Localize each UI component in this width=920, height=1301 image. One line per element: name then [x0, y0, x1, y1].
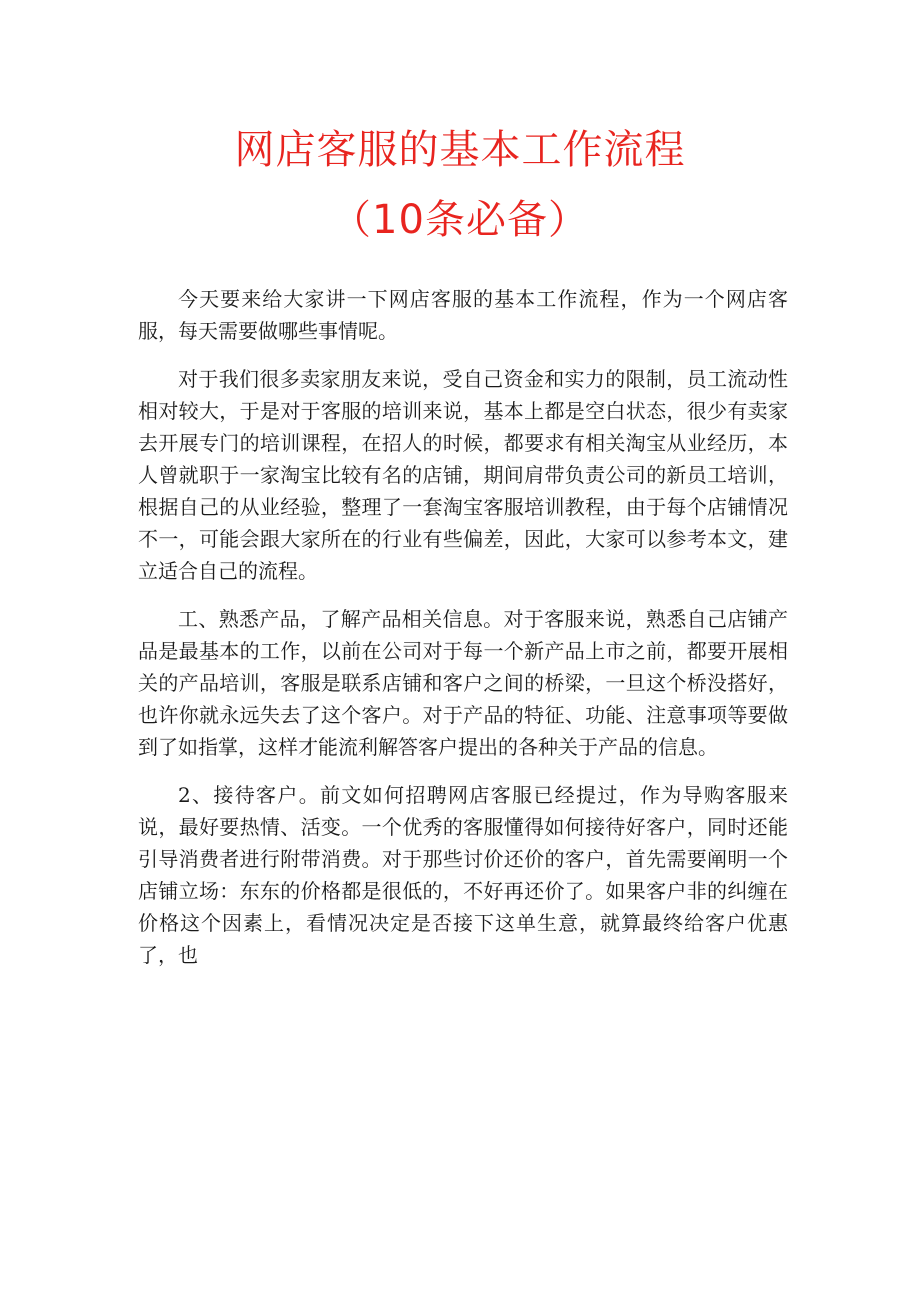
paragraph-step-1: 工、熟悉产品，了解产品相关信息。对于客服来说，熟悉自己店铺产品是最基本的工作，以前在公司对于每一个新产品上市之前，都要开展相关的产品培训，客服是联系店铺和客户之间的桥梁，一旦这个桥没搭好，也许你就永远失去了这个客户。对于产品的特征、功能、注意事项等要做到了如指掌，这样才能流利解答客户提出的各种关于产品的信息。: [138, 607, 788, 759]
document-title: 网店客服的基本工作流程: [234, 127, 686, 173]
document-subtitle: （10条必备）: [331, 197, 589, 243]
document-body: [138, 283, 788, 987]
paragraph-background: 对于我们很多卖家朋友来说，受自己资金和实力的限制，员工流动性相对较大，于是对于客服的培训来说，基本上都是空白状态，很少有卖家去开展专门的培训课程，在招人的时候，都要求有相关淘宝从业经历，本人曾就职于一家淘宝比较有名的店铺，期间肩带负责公司的新员工培训，根据自己的从业经验，整理了一套淘宝客服培训教程，由于每个店铺情况不一，可能会跟大家所在的行业有些偏差，因此，大家可以参考本文，建立适合自己的流程。: [138, 367, 788, 583]
paragraph-intro: 今天要来给大家讲一下网店客服的基本工作流程，作为一个网店客服，每天需要做哪些事情呢。: [138, 287, 788, 343]
paragraph-step-2: 2、接待客户。前文如何招聘网店客服已经提过，作为导购客服来说，最好要热情、活变。一个优秀的客服懂得如何接待好客户，同时还能引导消费者进行附带消费。对于那些讨价还价的客户，首先需要阐明一个店铺立场：东东的价格都是很低的，不好再还价了。如果客户非的纠缠在价格这个因素上，看情况决定是否接下这单生意，就算最终给客户优惠了，也: [138, 783, 788, 967]
